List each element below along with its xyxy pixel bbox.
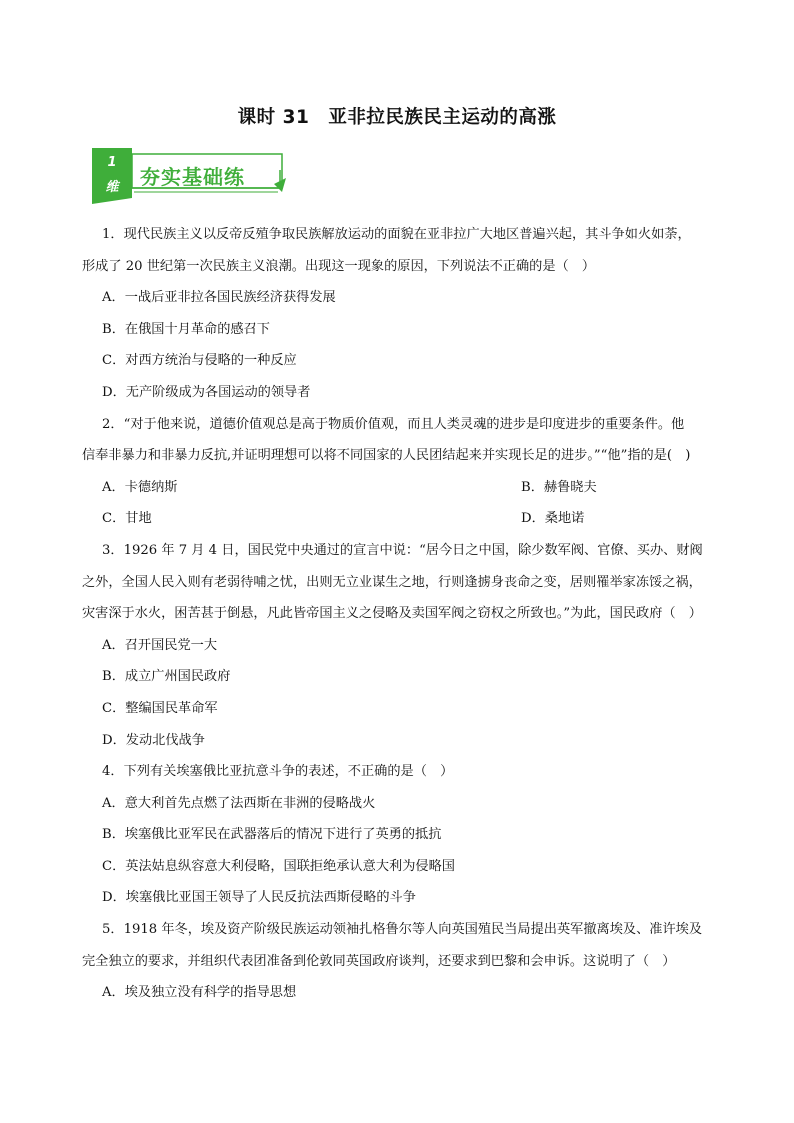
option-d: D．桑地诺 [521, 511, 585, 527]
question-list [82, 226, 718, 1016]
banner-number: 1 [107, 155, 117, 170]
option-c: C．整编国民革命军 [102, 700, 218, 716]
option-c: C．对西方统治与侵略的一种反应 [102, 353, 297, 369]
question-stem-line: 5．1918 年冬，埃及资产阶级民族运动领袖扎格鲁尔等人向英国殖民当局提出英军撤离埃及、准许埃及 [102, 922, 703, 938]
banner-label: 夯实基础练 [140, 165, 245, 189]
option-b: B．成立广州国民政府 [102, 669, 231, 685]
option-b: B．赫鲁晓夫 [521, 479, 597, 495]
question-stem-line: 2．“对于他来说，道德价值观总是高于物质价值观，而且人类灵魂的进步是印度进步的重要条件。他 [102, 416, 685, 432]
option-row [98, 510, 718, 528]
option-b: B．在俄国十月革命的感召下 [102, 321, 270, 337]
option-a: A．意大利首先点燃了法西斯在非洲的侵略战火 [102, 795, 376, 811]
option-c: C．英法姑息纵容意大利侵略，国联拒绝承认意大利为侵略国 [102, 858, 455, 874]
option-c: C．甘地 [102, 511, 152, 527]
question-stem-line: 3．1926 年 7 月 4 日，国民党中央通过的宣言中说：“居今日之中国，除少数军阀、官僚、买办、财阀 [102, 542, 703, 558]
option-d: D．埃塞俄比亚国王领导了人民反抗法西斯侵略的斗争 [102, 890, 416, 906]
option-a: A．召开国民党一大 [102, 637, 218, 653]
question-stem-line: 4．下列有关埃塞俄比亚抗意斗争的表述，不正确的是（ ） [102, 764, 454, 780]
option-d: D．发动北伐战争 [102, 732, 205, 748]
option-a: A．一战后亚非拉各国民族经济获得发展 [102, 290, 336, 306]
question-stem-line: 信奉非暴力和非暴力反抗,并证明理想可以将不同国家的人民团结起来并实现长足的进步。”“他”指的是( ) [82, 448, 691, 464]
question-stem-line: 完全独立的要求，并组织代表团准备到伦敦同英国政府谈判，还要求到巴黎和会申诉。这说明了（ ） [82, 953, 676, 969]
section-banner [92, 148, 288, 204]
banner-sub: 维 [105, 180, 119, 195]
question-stem-line: 之外，全国人民入则有老弱待哺之忧，出则无立业谋生之地，行则逢掳身丧命之变，居则罹举家冻馁之祸， [82, 574, 702, 590]
option-b: B．埃塞俄比亚军民在武器落后的情况下进行了英勇的抵抗 [102, 827, 442, 843]
page-title: 课时 31 亚非拉民族民主运动的高涨 [237, 107, 557, 128]
option-a: A．卡德纳斯 [102, 479, 178, 495]
question-stem-line: 1．现代民族主义以反帝反殖争取民族解放运动的面貌在亚非拉广大地区普遍兴起，其斗争如火如荼， [102, 227, 691, 242]
option-d: D．无产阶级成为各国运动的领导者 [102, 384, 311, 400]
option-a: A．埃及独立没有科学的指导思想 [102, 985, 297, 1001]
question-stem-line: 灾害深于水火，困苦甚于倒悬，凡此皆帝国主义之侵略及卖国军阀之窃权之所致也。”为此，国民政府（ ） [82, 606, 702, 622]
question-stem-line: 形成了 20 世纪第一次民族主义浪潮。出现这一现象的原因，下列说法不正确的是（ ） [82, 258, 596, 274]
option-row [98, 479, 718, 497]
